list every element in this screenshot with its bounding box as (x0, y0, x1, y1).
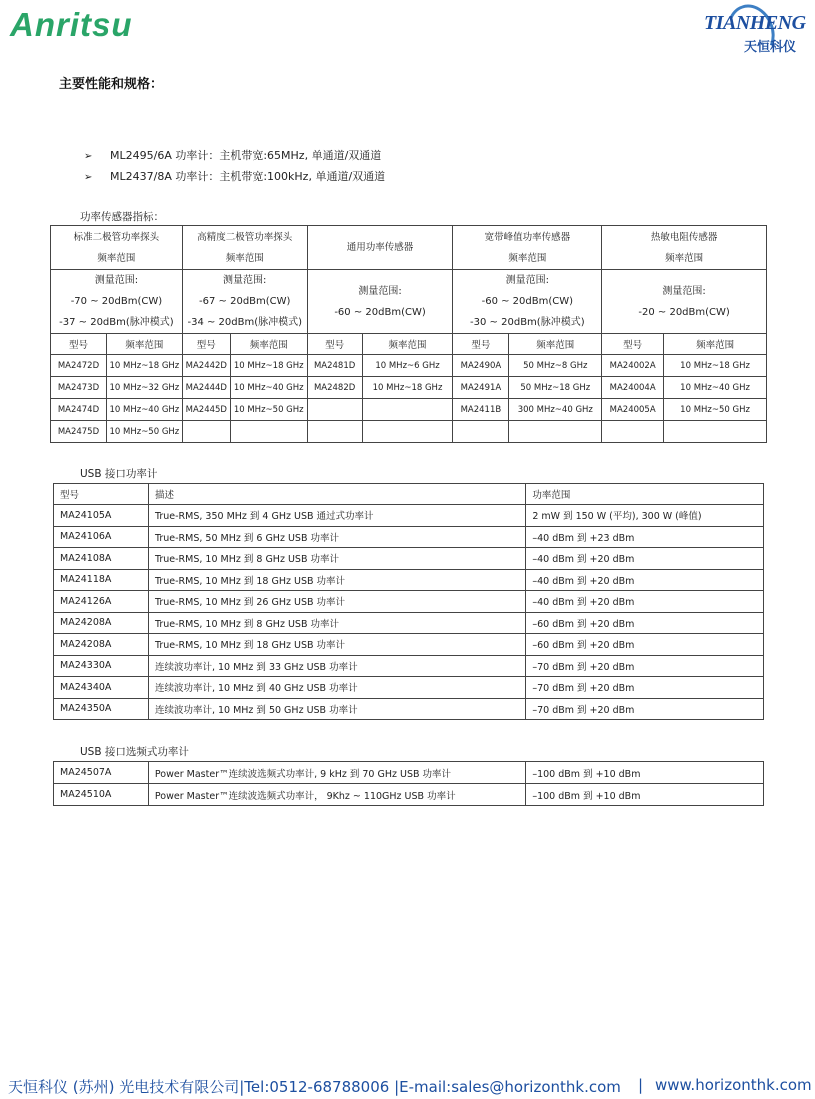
range-label: 测量范围: (662, 285, 706, 297)
range-cw: -60 ~ 20dBm(CW) (334, 306, 426, 318)
table-cell: MA24126A (54, 591, 149, 613)
col-header-model: 型号 (51, 334, 107, 355)
table-row (51, 355, 767, 377)
table-cell: Power Master™连续波选频式功率计， 9Khz ~ 110GHz USB 功率计 (148, 784, 525, 806)
table-cell: MA2411B (453, 399, 509, 421)
table-row (54, 526, 764, 548)
sensor-group-header (453, 226, 602, 270)
table-cell: 50 MHz~8 GHz (509, 355, 602, 377)
footer-separator: | (638, 1076, 644, 1094)
table-row (54, 762, 764, 784)
table-cell (362, 399, 453, 421)
col-header-model: 型号 (307, 334, 362, 355)
arrow-bullet-icon: ➢ (84, 172, 93, 183)
table-cell: MA2473D (51, 377, 107, 399)
tianheng-logo-text: TIANHENG (704, 12, 806, 34)
table-cell: MA24004A (602, 377, 664, 399)
table-cell: MA24108A (54, 548, 149, 570)
col-header-desc: 描述 (148, 484, 525, 505)
table-cell (362, 421, 453, 443)
sensor-table (50, 225, 767, 443)
table-cell: MA24350A (54, 698, 149, 720)
col-header-model: 型号 (453, 334, 509, 355)
table-cell: MA24340A (54, 677, 149, 699)
table-cell: 10 MHz~50 GHz (106, 421, 182, 443)
col-header-freq: 频率范围 (362, 334, 453, 355)
table-row (54, 634, 764, 656)
table-cell: MA24510A (54, 784, 149, 806)
table-cell: True-RMS, 10 MHz 到 18 GHz USB 功率计 (148, 634, 525, 656)
range-pulse: -37 ~ 20dBm(脉冲模式) (59, 317, 174, 328)
sensor-colheader-row (51, 334, 767, 355)
footer-website-link[interactable]: www.horizonthk.com (655, 1076, 812, 1094)
table-cell: –40 dBm 到 +20 dBm (526, 591, 764, 613)
table-cell: 10 MHz~40 GHz (664, 377, 767, 399)
table-cell: 300 MHz~40 GHz (509, 399, 602, 421)
col-header-model: 型号 (602, 334, 664, 355)
table-cell: –40 dBm 到 +20 dBm (526, 548, 764, 570)
range-cw: -67 ~ 20dBm(CW) (199, 296, 291, 307)
table-cell: MA24106A (54, 526, 149, 548)
selective-table (53, 761, 764, 806)
table-row (54, 677, 764, 699)
group-sub: 频率范围 (665, 252, 704, 264)
table-cell: 10 MHz~18 GHz (664, 355, 767, 377)
range-cw: -60 ~ 20dBm(CW) (481, 296, 574, 307)
sensor-group-header (182, 226, 307, 270)
footer (8, 1076, 621, 1097)
table-cell: 连续波功率计, 10 MHz 到 33 GHz USB 功率计 (148, 655, 525, 677)
table-cell: 10 MHz~40 GHz (106, 399, 182, 421)
table-cell: 10 MHz~50 GHz (664, 399, 767, 421)
table-row (51, 421, 767, 443)
col-header-freq: 频率范围 (509, 334, 602, 355)
col-header-freq: 频率范围 (230, 334, 307, 355)
table-row (51, 399, 767, 421)
range-label: 测量范围: (223, 275, 267, 286)
usb-section-title: USB 接口功率计 (80, 468, 158, 480)
table-cell: MA24002A (602, 355, 664, 377)
table-cell: True-RMS, 10 MHz 到 8 GHz USB 功率计 (148, 548, 525, 570)
table-row (54, 505, 764, 527)
table-row (54, 591, 764, 613)
table-cell: 10 MHz~40 GHz (230, 377, 307, 399)
table-cell: MA2442D (182, 355, 230, 377)
table-cell: –60 dBm 到 +20 dBm (526, 612, 764, 634)
table-cell: 50 MHz~18 GHz (509, 377, 602, 399)
table-cell (307, 421, 362, 443)
table-cell: MA2475D (51, 421, 107, 443)
table-cell: 10 MHz~6 GHz (362, 355, 453, 377)
measure-range-cell (307, 270, 453, 334)
col-header-freq: 频率范围 (106, 334, 182, 355)
table-cell (182, 421, 230, 443)
table-row (54, 698, 764, 720)
table-cell: MA24208A (54, 634, 149, 656)
sensor-group-header (51, 226, 183, 270)
table-cell: 连续波功率计, 10 MHz 到 40 GHz USB 功率计 (148, 677, 525, 699)
measure-range-cell (453, 270, 602, 334)
table-cell: MA2444D (182, 377, 230, 399)
group-sub: 频率范围 (225, 252, 264, 264)
table-row (54, 784, 764, 806)
table-cell: 10 MHz~50 GHz (230, 399, 307, 421)
bullet-item (84, 168, 385, 184)
table-cell: 10 MHz~18 GHz (106, 355, 182, 377)
bullet-text: ML2495/6A 功率计：主机带宽:65MHz, 单通道/双通道 (110, 149, 382, 162)
table-cell: True-RMS, 50 MHz 到 6 GHz USB 功率计 (148, 526, 525, 548)
group-name: 通用功率传感器 (346, 242, 414, 253)
table-cell: MA2474D (51, 399, 107, 421)
table-cell: –40 dBm 到 +23 dBm (526, 526, 764, 548)
table-cell: MA24105A (54, 505, 149, 527)
range-cw: -70 ~ 20dBm(CW) (70, 296, 163, 307)
table-cell: MA2472D (51, 355, 107, 377)
table-cell (307, 399, 362, 421)
table-cell: MA24005A (602, 399, 664, 421)
tianheng-logo-cn-text: 天恒科仪 (744, 40, 797, 55)
footer-company: 天恒科仪 (苏州) 光电技术有限公司 (8, 1078, 240, 1096)
table-cell (230, 421, 307, 443)
table-cell: 10 MHz~18 GHz (230, 355, 307, 377)
range-label: 测量范围: (505, 275, 549, 286)
table-cell (602, 421, 664, 443)
table-cell: 连续波功率计, 10 MHz 到 50 GHz USB 功率计 (148, 698, 525, 720)
range-label: 测量范围: (94, 275, 139, 286)
group-name: 热敏电阻传感器 (650, 231, 718, 243)
range-cw: -20 ~ 20dBm(CW) (638, 306, 730, 318)
measure-range-cell (51, 270, 183, 334)
group-sub: 频率范围 (508, 252, 547, 264)
range-pulse: -30 ~ 20dBm(脉冲模式) (470, 317, 585, 328)
table-cell: MA2481D (307, 355, 362, 377)
table-cell: True-RMS, 350 MHz 到 4 GHz USB 通过式功率计 (148, 505, 525, 527)
table-cell: MA2482D (307, 377, 362, 399)
col-header-model: 型号 (54, 484, 149, 505)
range-pulse: -34 ~ 20dBm(脉冲模式) (187, 317, 303, 328)
group-name: 高精度二极管功率探头 (197, 231, 293, 243)
sensor-group-header (307, 226, 453, 270)
table-cell: –100 dBm 到 +10 dBm (526, 784, 764, 806)
table-cell: 10 MHz~18 GHz (362, 377, 453, 399)
table-cell: Power Master™连续波选频式功率计, 9 kHz 到 70 GHz USB 功率计 (148, 762, 525, 784)
table-cell: MA24118A (54, 569, 149, 591)
table-row (51, 377, 767, 399)
table-cell: True-RMS, 10 MHz 到 18 GHz USB 功率计 (148, 569, 525, 591)
usb-table (53, 483, 764, 720)
table-row (54, 612, 764, 634)
usb-header-row (54, 484, 764, 505)
measure-range-cell (602, 270, 767, 334)
arrow-bullet-icon: ➢ (84, 151, 93, 162)
table-cell: MA24330A (54, 655, 149, 677)
table-cell: True-RMS, 10 MHz 到 26 GHz USB 功率计 (148, 591, 525, 613)
page-heading: 主要性能和规格： (59, 77, 164, 92)
table-cell (509, 421, 602, 443)
group-name: 宽带峰值功率传感器 (484, 231, 571, 243)
table-cell: –70 dBm 到 +20 dBm (526, 698, 764, 720)
col-header-freq: 频率范围 (664, 334, 767, 355)
table-cell: MA24208A (54, 612, 149, 634)
group-sub: 频率范围 (97, 252, 136, 264)
table-cell: 2 mW 到 150 W (平均), 300 W (峰值) (526, 505, 764, 527)
table-cell: MA2445D (182, 399, 230, 421)
measure-range-cell (182, 270, 307, 334)
table-cell: –100 dBm 到 +10 dBm (526, 762, 764, 784)
group-name: 标准二极管功率探头 (73, 231, 160, 243)
table-row (54, 569, 764, 591)
table-cell: –70 dBm 到 +20 dBm (526, 655, 764, 677)
col-header-model: 型号 (182, 334, 230, 355)
sensor-section-title: 功率传感器指标： (80, 211, 164, 223)
table-cell: –70 dBm 到 +20 dBm (526, 677, 764, 699)
selective-section-title: USB 接口选频式功率计 (80, 746, 189, 758)
table-cell: –40 dBm 到 +20 dBm (526, 569, 764, 591)
table-row (54, 655, 764, 677)
table-row (54, 548, 764, 570)
table-cell: –60 dBm 到 +20 dBm (526, 634, 764, 656)
table-cell: MA24507A (54, 762, 149, 784)
footer-contact: |Tel:0512-68788006 |E-mail:sales@horizonthk.com (239, 1078, 621, 1096)
table-cell: True-RMS, 10 MHz 到 8 GHz USB 功率计 (148, 612, 525, 634)
anritsu-logo: Anritsu (10, 6, 133, 43)
table-cell (453, 421, 509, 443)
range-label: 测量范围: (358, 285, 402, 297)
table-cell: MA2491A (453, 377, 509, 399)
table-cell: MA2490A (453, 355, 509, 377)
col-header-range: 功率范围 (526, 484, 764, 505)
bullet-item (84, 147, 381, 163)
table-cell: 10 MHz~32 GHz (106, 377, 182, 399)
bullet-text: ML2437/8A 功率计：主机带宽:100kHz, 单通道/双通道 (110, 170, 386, 183)
tianheng-logo (700, 4, 808, 56)
sensor-group-header (602, 226, 767, 270)
table-cell (664, 421, 767, 443)
